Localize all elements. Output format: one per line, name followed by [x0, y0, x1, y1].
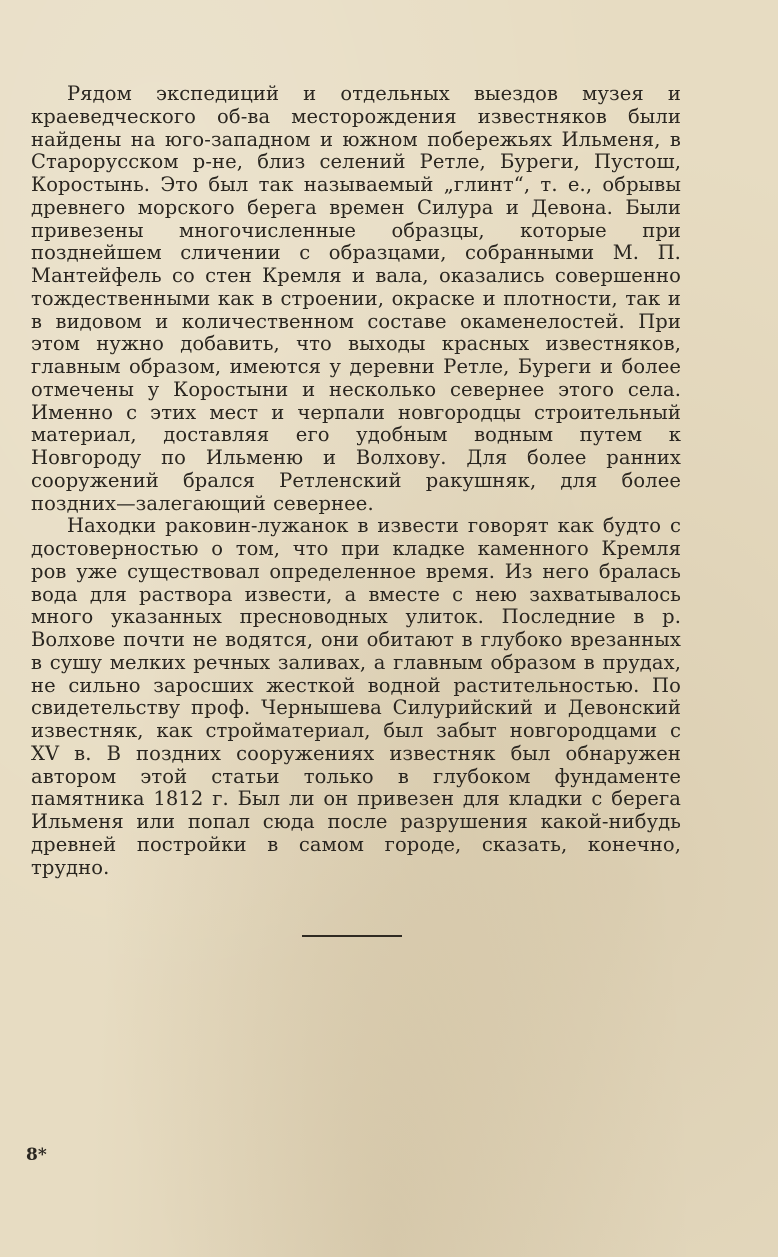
section-divider [302, 935, 402, 937]
paragraph-1: Рядом экспедиций и отдельных выездов музея и краеведческого об-ва месторождения известняков были найдены на юго-западном и южном побережьях Ильменя, в Старорусском р-не, близ селений Ретле, Буреги, Пустош, Коростынь. Это был так называемый „глинт“, т. е., обрывы древнего морского берега времен Силура и Девона. Были привезены многочисленные образцы, которые при позднейшем сличении с образцами, собранными М. П. Мантейфель со стен Кремля и вала, оказались совершенно тождественными как в строении, окраске и плотности, так и в видовом и количественном составе окаменелостей. При этом нужно добавить, что выходы красных известняков, главным образом, имеются у деревни Ретле, Буреги и более отмечены у Коростыни и несколько севернее этого села. Именно с этих мест и черпали новгородцы строительный материал, доставляя его удобным водным путем к Новгороду по Ильменю и Волхову. Для более ранних сооружений брался Ретленский ракушняк, для более поздних—залегающий севернее. [31, 82, 681, 515]
page-number: 8* [26, 1145, 47, 1165]
paragraph-2: Находки раковин-лужанок в извести говорят как будто с достоверностью о том, что при кладке каменного Кремля ров уже существовал определенное время. Из него бралась вода для раствора извести, а вместе с нею захватывалось много указанных пресноводных улиток. Последние в р. Волхове почти не водятся, они обитают в глубоко врезанных в сушу мелких речных заливах, а главным образом в прудах, не сильно заросших жесткой водной растительностью. По свидетельству проф. Чернышева Силурийский и Девонский известняк, как стройматериал, был забыт новгородцами с XV в. В поздних сооружениях известняк был обнаружен автором этой статьи только в глубоком фундаменте памятника 1812 г. Был ли он привезен для кладки с берега Ильменя или попал сюда после разрушения какой-нибудь древней постройки в самом городе, сказать, конечно, трудно. [31, 514, 681, 879]
body-text [31, 83, 681, 879]
